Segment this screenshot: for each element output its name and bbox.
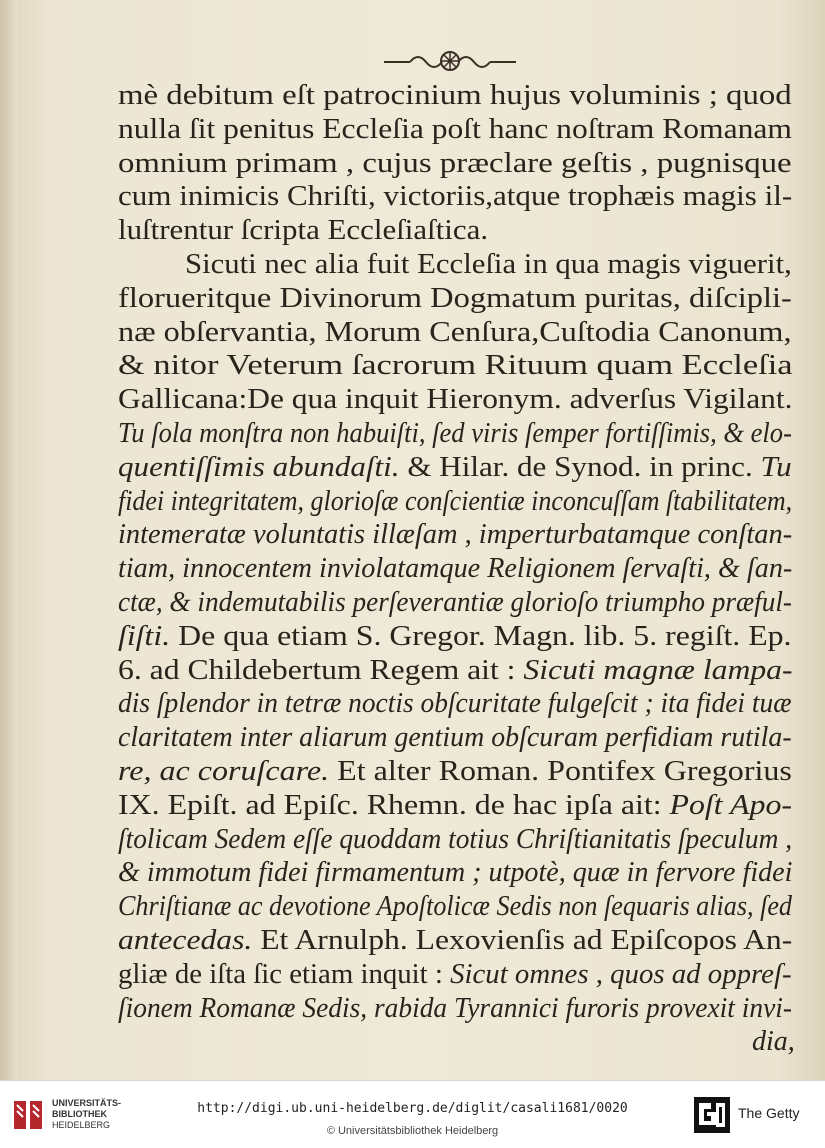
institution-line: BIBLIOTHEK: [52, 1109, 107, 1119]
roman-text: næ obſervantia, Morum Cenſura,Cuſtodia Canonum,: [118, 316, 792, 348]
text-line: [118, 824, 792, 856]
text-line: [118, 925, 792, 957]
viewer-footer: [0, 1080, 825, 1148]
text-line: [118, 148, 792, 180]
roman-text: Et alter Roman. Pontifex Gregorius: [329, 756, 792, 787]
text-line: [118, 857, 792, 889]
roman-text: gliæ de iſta ſic etiam inquit :: [118, 958, 451, 990]
roman-text: & Hilar. de Synod. in princ.: [399, 451, 761, 483]
text-line: [118, 993, 792, 1025]
roman-text: De qua etiam S. Gregor. Magn. lib. 5. regiſt. Ep.: [170, 620, 792, 652]
text-line: [118, 80, 792, 112]
text-line: [118, 553, 792, 585]
roman-text: Et Arnulph. Lexovienſis ad Epiſcopos An-: [252, 925, 793, 956]
roman-text: Sicuti nec alia fuit Eccleſia in qua magis viguerit,: [185, 249, 792, 280]
roman-text: mè debitum eſt patrocinium hujus voluminis ; quod: [118, 80, 792, 111]
ornament-icon: [380, 48, 520, 74]
roman-text: florueritque Divinorum Dogmatum puritas, diſcipli-: [118, 282, 792, 314]
text-line: [118, 959, 792, 991]
italic-text: Poſt Apo-: [669, 789, 793, 821]
italic-text: Sicuti magnæ lampa-: [523, 654, 793, 686]
text-line: [118, 384, 792, 416]
italic-text: fidei integritatem, glorioſæ conſcientiæ inconcuſſam ſtabilitatem,: [118, 485, 793, 517]
text-line: [752, 1026, 795, 1058]
institution-line: HEIDELBERG: [52, 1120, 111, 1130]
italic-text: intemeratæ voluntatis illæſam , imperturbatamque conſtan-: [118, 519, 793, 551]
roman-text: nulla ſit penitus Eccleſia poſt hanc noſtram Romanam: [118, 113, 792, 145]
text-line: [185, 249, 792, 281]
text-line: [118, 688, 792, 720]
italic-text: quentiſſimis abundaſti.: [118, 451, 400, 483]
roman-text: 6. ad Childebertum Regem ait :: [118, 654, 524, 686]
text-line: [118, 215, 488, 247]
italic-text: Chriſtianæ ac devotione Apoſtolicæ Sedis non ſequaris alias, ſed: [118, 891, 792, 923]
italic-text: & immotum fidei firmamentum ; utpotè, quæ in fervore fidei: [118, 857, 793, 889]
italic-text: dia,: [752, 1026, 795, 1058]
page-gutter: [0, 0, 18, 1080]
italic-text: re, ac coruſcare.: [118, 756, 330, 787]
partner-name: The Getty: [738, 1105, 800, 1121]
text-line: [118, 722, 792, 754]
roman-text: Gallicana:De qua inquit Hieronym. adverſus Vigilant.: [118, 384, 793, 416]
text-line: [118, 756, 792, 788]
italic-text: ſiſti.: [118, 620, 171, 652]
italic-text: ctæ, & indemutabilis perſeverantiæ glorioſo triumpho præful-: [118, 587, 792, 618]
text-line: [118, 486, 792, 518]
italic-text: Sicut omnes , quos ad oppreſ-: [450, 958, 792, 990]
text-line: [118, 114, 792, 146]
text-line: [118, 418, 792, 450]
roman-text: cum inimicis Chriſti, victoriis,atque trophæis magis il-: [118, 181, 793, 213]
italic-text: tiam, innocentem inviolatamque Religionem ſervaſti, & ſan-: [118, 553, 793, 585]
text-line: [118, 587, 792, 619]
text-line: [118, 519, 792, 551]
text-line: [118, 452, 792, 484]
institution-line: UNIVERSITÄTS-: [52, 1098, 122, 1108]
italic-text: Tu ſola monſtra non habuiſti, ſed viris ſemper fortiſſimis, & elo-: [118, 418, 792, 449]
text-line: [118, 891, 792, 923]
italic-text: ſtolicam Sedem eſſe quoddam totius Chriſtianitatis ſpeculum ,: [118, 823, 793, 855]
italic-text: ſionem Romanæ Sedis, rabida Tyrannici furoris provexit invi-: [118, 992, 793, 1024]
text-line: [118, 621, 792, 653]
roman-text: luſtrentur ſcripta Eccleſiaſtica.: [118, 215, 489, 247]
text-line: [118, 655, 793, 687]
italic-text: Tu: [760, 451, 792, 483]
page-url-link[interactable]: http://digi.ub.uni-heidelberg.de/diglit/casali1681/0020: [197, 1101, 628, 1116]
getty-logo-icon: [694, 1097, 730, 1133]
text-line: [118, 181, 792, 213]
text-line: [118, 350, 793, 382]
roman-text: & nitor Veterum ſacrorum Rituum quam Eccleſia: [118, 350, 793, 382]
roman-text: IX. Epiſt. ad Epiſc. Rhemn. de hac ipſa ait:: [118, 789, 670, 821]
text-line: [118, 790, 792, 822]
copyright-notice: © Universitätsbibliothek Heidelberg: [326, 1125, 499, 1137]
text-line: [118, 317, 792, 349]
italic-text: antecedas.: [118, 925, 253, 956]
italic-text: claritatem inter aliarum gentium obſcuram perfidiam rutila-: [118, 722, 792, 754]
roman-text: omnium primam , cujus præclare geſtis , pugnisque: [118, 147, 792, 179]
italic-text: dis ſplendor in tetræ noctis obſcuritate fulgeſcit ; ita fidei tuæ: [118, 688, 792, 720]
text-line: [118, 283, 792, 315]
